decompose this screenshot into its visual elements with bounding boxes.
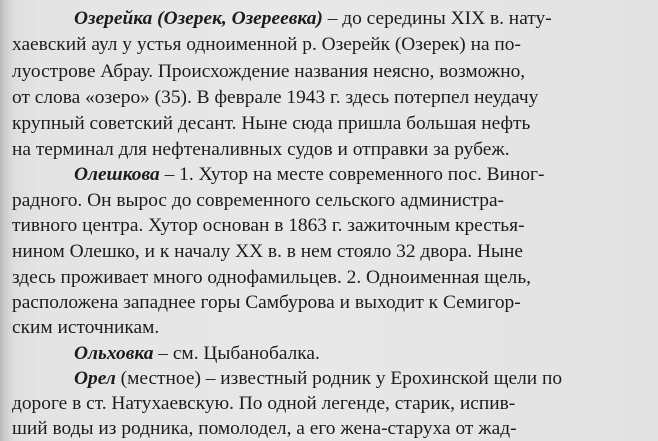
- entry-text: – 1. Хутор на месте современного пос. Виног-: [159, 164, 545, 185]
- text-line: [12, 417, 517, 441]
- text-line: [12, 316, 159, 340]
- entry-text: ским источникам.: [12, 317, 160, 338]
- text-line: [12, 266, 531, 290]
- entry-term: Ольховка: [74, 343, 154, 364]
- entry-text: нином Олешко, и к началу XX в. в нем стояло 32 двора. Ныне: [12, 241, 524, 262]
- document-page: [12, 0, 658, 439]
- text-line: [12, 189, 504, 213]
- text-line: [12, 138, 510, 162]
- text-line: [74, 367, 562, 391]
- text-line: [12, 214, 525, 238]
- entry-text: крупный советский десант. Ныне сюда пришла большая нефть: [12, 113, 531, 134]
- entry-text: луострове Абрау. Происхождение названия неясно, возможно,: [12, 61, 526, 82]
- text-line: [12, 60, 525, 84]
- entry-term: Орел: [74, 368, 116, 389]
- entry-text: здесь проживает много однофамильцев. 2. Одноименная щель,: [12, 267, 532, 288]
- entry-term: Озерейка (Озерек, Озереевка): [74, 8, 323, 29]
- text-line: [12, 291, 521, 315]
- entry-text: ший воды из родника, помолодел, а его жена-старуха от жад-: [12, 418, 517, 439]
- text-line: [12, 240, 523, 264]
- text-line: [12, 392, 515, 416]
- entry-text: тивного центра. Хутор основан в 1863 г. зажиточным крестья-: [12, 215, 525, 236]
- text-line: [74, 7, 552, 31]
- entry-text: радного. Он вырос до современного сельского администра-: [12, 190, 505, 211]
- entry-text: расположена западнее горы Самбурова и выходит к Семигор-: [12, 292, 521, 313]
- entry-text: на терминал для нефтеналивных судов и отправки за рубеж.: [12, 139, 510, 160]
- text-line: [74, 163, 544, 187]
- entry-text: от слова «озеро» (35). В феврале 1943 г. здесь потерпел неудачу: [12, 87, 539, 108]
- entry-term: Олешкова: [74, 164, 160, 185]
- entry-text: дороге в ст. Натухаевскую. По одной легенде, старик, испив-: [12, 393, 516, 414]
- text-line: [12, 33, 521, 57]
- text-line: [74, 342, 320, 366]
- text-line: [12, 112, 530, 136]
- entry-text: хаевский аул у устья одноименной р. Озерейк (Озерек) на по-: [12, 34, 521, 55]
- entry-text: – см. Цыбанобалка.: [153, 343, 320, 364]
- entry-text: (местное) – известный родник у Ерохинской щели по: [115, 368, 563, 389]
- text-line: [12, 86, 538, 110]
- entry-text: – до середины XIX в. нату-: [322, 8, 552, 29]
